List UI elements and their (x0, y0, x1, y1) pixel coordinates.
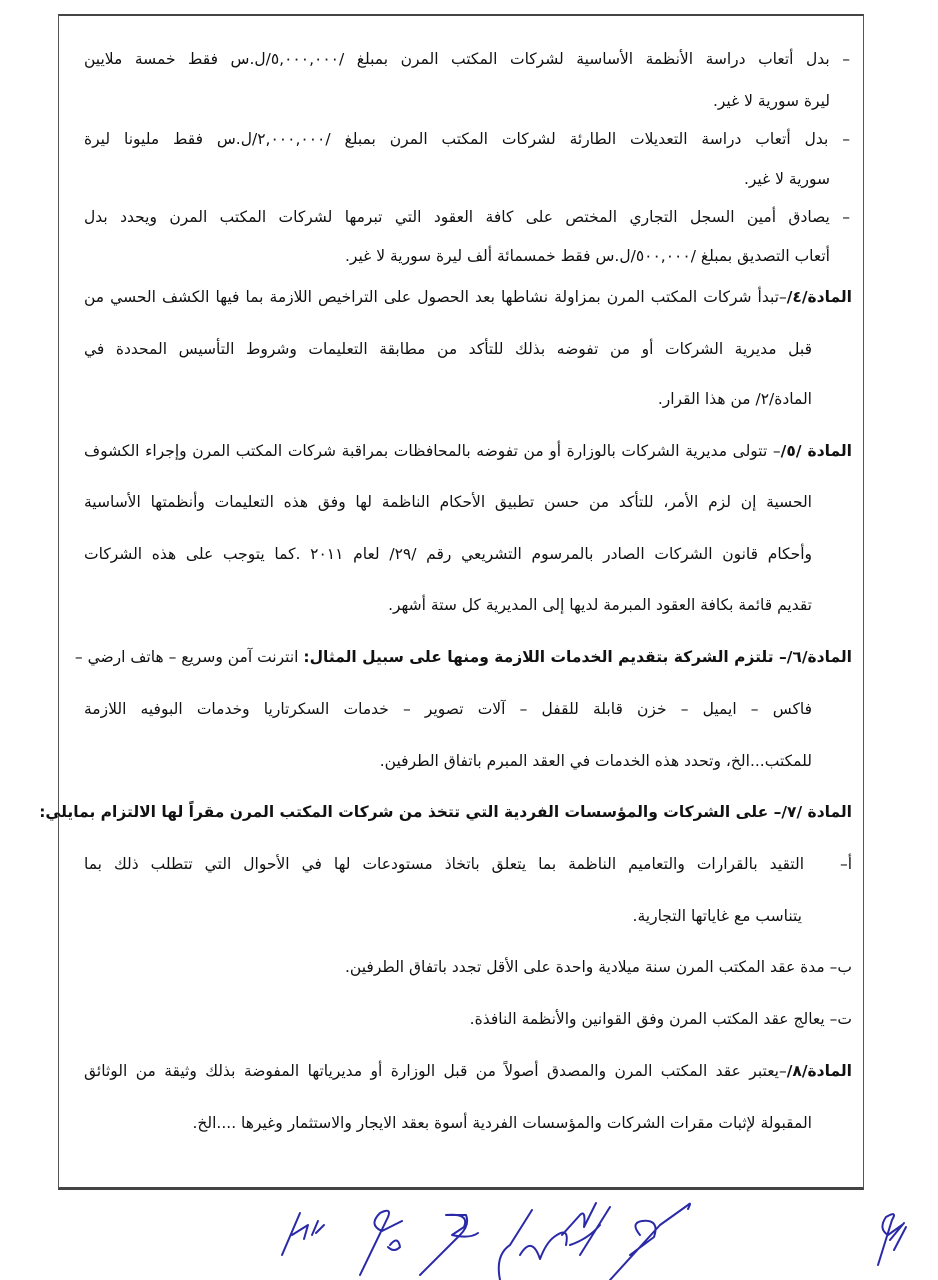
article-6-line-1: المادة/٦/– تلتزم الشركة بتقديم الخدمات اللازمة ومنها على سبيل المثال: انترنت آمن وسريع – هاتف ارضي – (74, 648, 852, 666)
article-6-line-2: فاكس – ايميل – خزن قابلة للقفل – آلات تصوير – خدمات السكرتاريا وخدمات البوفيه اللازمة (84, 700, 812, 718)
signature-3 (420, 1215, 478, 1275)
signature-1 (282, 1213, 324, 1255)
article-5-line-4: تقديم قائمة بكافة العقود المبرمة لديها إلى المديرية كل ستة أشهر. (388, 596, 812, 614)
article-4-line-1: المادة/٤/–تبدأ شركات المكتب المرن بمزاولة نشاطها بعد الحصول على التراخيص اللازمة بما فيها الكشف الحسي من (84, 288, 852, 306)
article-5-line-2: الحسية إن لزم الأمر، للتأكد من حسن تطبيق الأحكام الناظمة لها وفق هذه التعليمات وأنظمتها الأساسية (84, 493, 812, 511)
signature-2 (360, 1211, 402, 1275)
signature-5 (610, 1204, 690, 1280)
article-5-line-3: وأحكام قانون الشركات الصادر بالمرسوم التشريعي رقم /٢٩/ لعام ٢٠١١ .كما يتوجب على هذه الشركات (84, 545, 812, 563)
bullet-1-line-2: ليرة سورية لا غير. (712, 92, 830, 110)
article-8-line-2: المقبولة لإثبات مقرات الشركات والمؤسسات الفردية أسوة بعقد الايجار والاستثمار وغيرها ....الخ. (192, 1114, 812, 1132)
article-4-line-2: قبل مديرية الشركات أو من تفوضه بذلك للتأكد من مطابقة التعليمات وشروط التأسيس المحددة في (84, 340, 812, 358)
signatures (270, 1195, 938, 1280)
article-7-heading: المادة /٧/– على الشركات والمؤسسات الفردية التي تتخذ من شركات المكتب المرن مقراً لها الالتزام بمايلي: (39, 803, 852, 821)
bullet-2-line-2: سورية لا غير. (743, 170, 830, 188)
article-8-label: المادة/٨/ (786, 1062, 852, 1080)
article-5-label: المادة /٥/ (780, 442, 853, 460)
article-7-item-a-line-1: أ– التقيد بالقرارات والتعاميم الناظمة بما يتعلق باتخاذ مستودعات لها في الأحوال التي تتطلب ذلك بما (84, 855, 852, 873)
article-6-label: المادة/٦/ (786, 648, 852, 666)
bullet-2-line-1: – بدل أتعاب دراسة التعديلات الطارئة لشركات المكتب المرن بمبلغ /٢,٠٠٠,٠٠٠/ل.س فقط مليونا ليرة (84, 130, 850, 148)
article-7-item-c: ت– يعالج عقد المكتب المرن وفق القوانين والأنظمة النافذة. (469, 1010, 852, 1028)
bullet-3-line-1: – يصادق أمين السجل التجاري المختص على كافة العقود التي تبرمها لشركات المكتب المرن ويحدد بدل (84, 208, 850, 226)
article-4-label: المادة/٤/ (786, 288, 852, 306)
signature-4 (499, 1203, 610, 1280)
article-8-line-1: المادة/٨/–يعتبر عقد المكتب المرن والمصدق أصولاً من قبل الوزارة أو مديرياتها المفوضة بذلك وثيقة من الوثائق (84, 1062, 852, 1080)
article-4-line-3: المادة/٢/ من هذا القرار. (657, 390, 812, 408)
signature-6 (878, 1214, 906, 1265)
article-5-line-1: المادة /٥/– تتولى مديرية الشركات بالوزارة أو من تفوضه بالمحافظات بمراقبة شركات المكتب المرن وإجراء الكشوف (84, 442, 853, 460)
bullet-1-line-1: – بدل أتعاب دراسة الأنظمة الأساسية لشركات المكتب المرن بمبلغ /٥,٠٠٠,٠٠٠/ل.س فقط خمسة ملايين (84, 50, 850, 68)
article-7-label: المادة /٧/ (781, 803, 852, 821)
article-7-item-a-line-2: يتناسب مع غاياتها التجارية. (632, 907, 802, 925)
article-6-line-3: للمكتب...الخ، وتحدد هذه الخدمات في العقد المبرم باتفاق الطرفين. (379, 752, 812, 770)
bullet-3-line-2: أتعاب التصديق بمبلغ /٥٠٠,٠٠٠/ل.س فقط خمسمائة ألف ليرة سورية لا غير. (345, 247, 830, 265)
article-7-item-b: ب– مدة عقد المكتب المرن سنة ميلادية واحدة على الأقل تجدد باتفاق الطرفين. (345, 958, 852, 976)
